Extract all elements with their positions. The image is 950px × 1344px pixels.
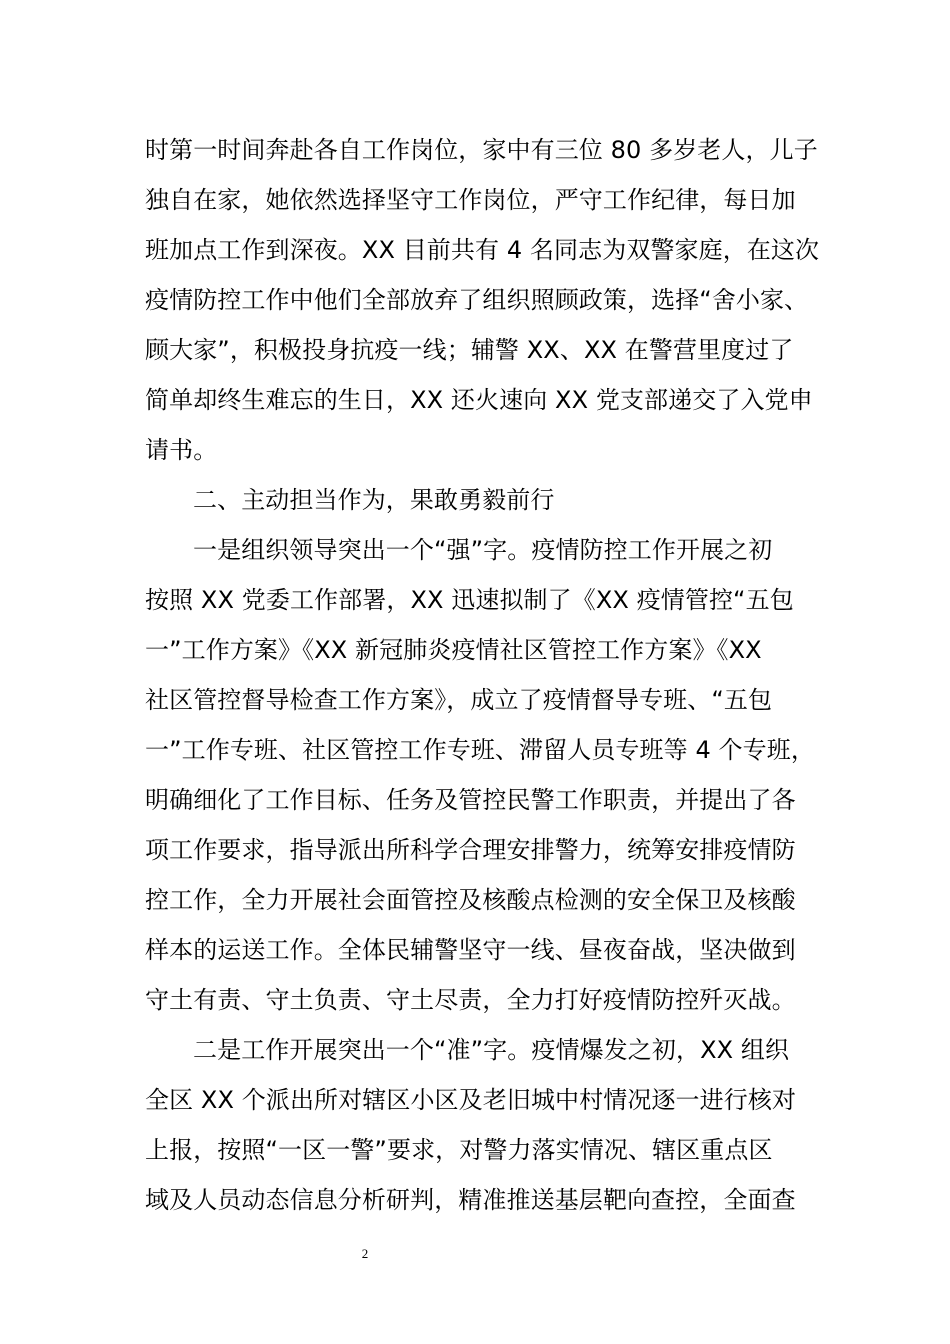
body-text-line: 简单却终生难忘的生日，XX 还火速向 XX 党支部递交了入党申: [145, 386, 813, 414]
body-text-line: 班加点工作到深夜。XX 目前共有 4 名同志为双警家庭，在这次: [145, 236, 820, 264]
body-text-line: 项工作要求，指导派出所科学合理安排警力，统筹安排疫情防: [145, 836, 796, 864]
body-text-line: 控工作，全力开展社会面管控及核酸点检测的安全保卫及核酸: [145, 886, 796, 914]
body-text-line: 样本的运送工作。全体民辅警坚守一线、昼夜奋战，坚决做到: [145, 936, 796, 964]
body-text-line: 一”工作方案》《XX 新冠肺炎疫情社区管控工作方案》《XX: [145, 636, 762, 664]
body-text-line: 域及人员动态信息分析研判，精准推送基层靶向查控，全面查: [145, 1186, 796, 1214]
body-text-line: 明确细化了工作目标、任务及管控民警工作职责，并提出了各: [145, 786, 796, 814]
paragraph-first-line: 一是组织领导突出一个“强”字。疫情防控工作开展之初: [193, 536, 773, 564]
section-heading: 二、主动担当作为，果敢勇毅前行: [193, 486, 555, 514]
body-text-line: 顾大家”，积极投身抗疫一线；辅警 XX、XX 在警营里度过了: [145, 336, 794, 364]
body-text-line: 请书。: [145, 436, 218, 464]
body-text-line: 守土有责、守土负责、守土尽责，全力打好疫情防控歼灭战。: [145, 986, 796, 1014]
body-text-line: 时第一时间奔赴各自工作岗位，家中有三位 80 多岁老人，儿子: [145, 136, 818, 164]
body-text-line: 疫情防控工作中他们全部放弃了组织照顾政策，选择“舍小家、: [145, 286, 809, 314]
body-text-line: 独自在家，她依然选择坚守工作岗位，严守工作纪律，每日加: [145, 186, 796, 214]
paragraph-first-line: 二是工作开展突出一个“准”字。疫情爆发之初，XX 组织: [193, 1036, 790, 1064]
body-text-line: 全区 XX 个派出所对辖区小区及老旧城中村情况逐一进行核对: [145, 1086, 797, 1114]
page-number: 2: [361, 1246, 369, 1261]
body-text-line: 社区管控督导检查工作方案》，成立了疫情督导专班、“五包: [145, 686, 773, 714]
body-text-line: 上报，按照“一区一警”要求，对警力落实情况、辖区重点区: [145, 1136, 773, 1164]
body-text-line: 一”工作专班、社区管控工作专班、滞留人员专班等 4 个专班，: [145, 736, 815, 764]
body-text-line: 按照 XX 党委工作部署，XX 迅速拟制了《XX 疫情管控“五包: [145, 586, 794, 614]
